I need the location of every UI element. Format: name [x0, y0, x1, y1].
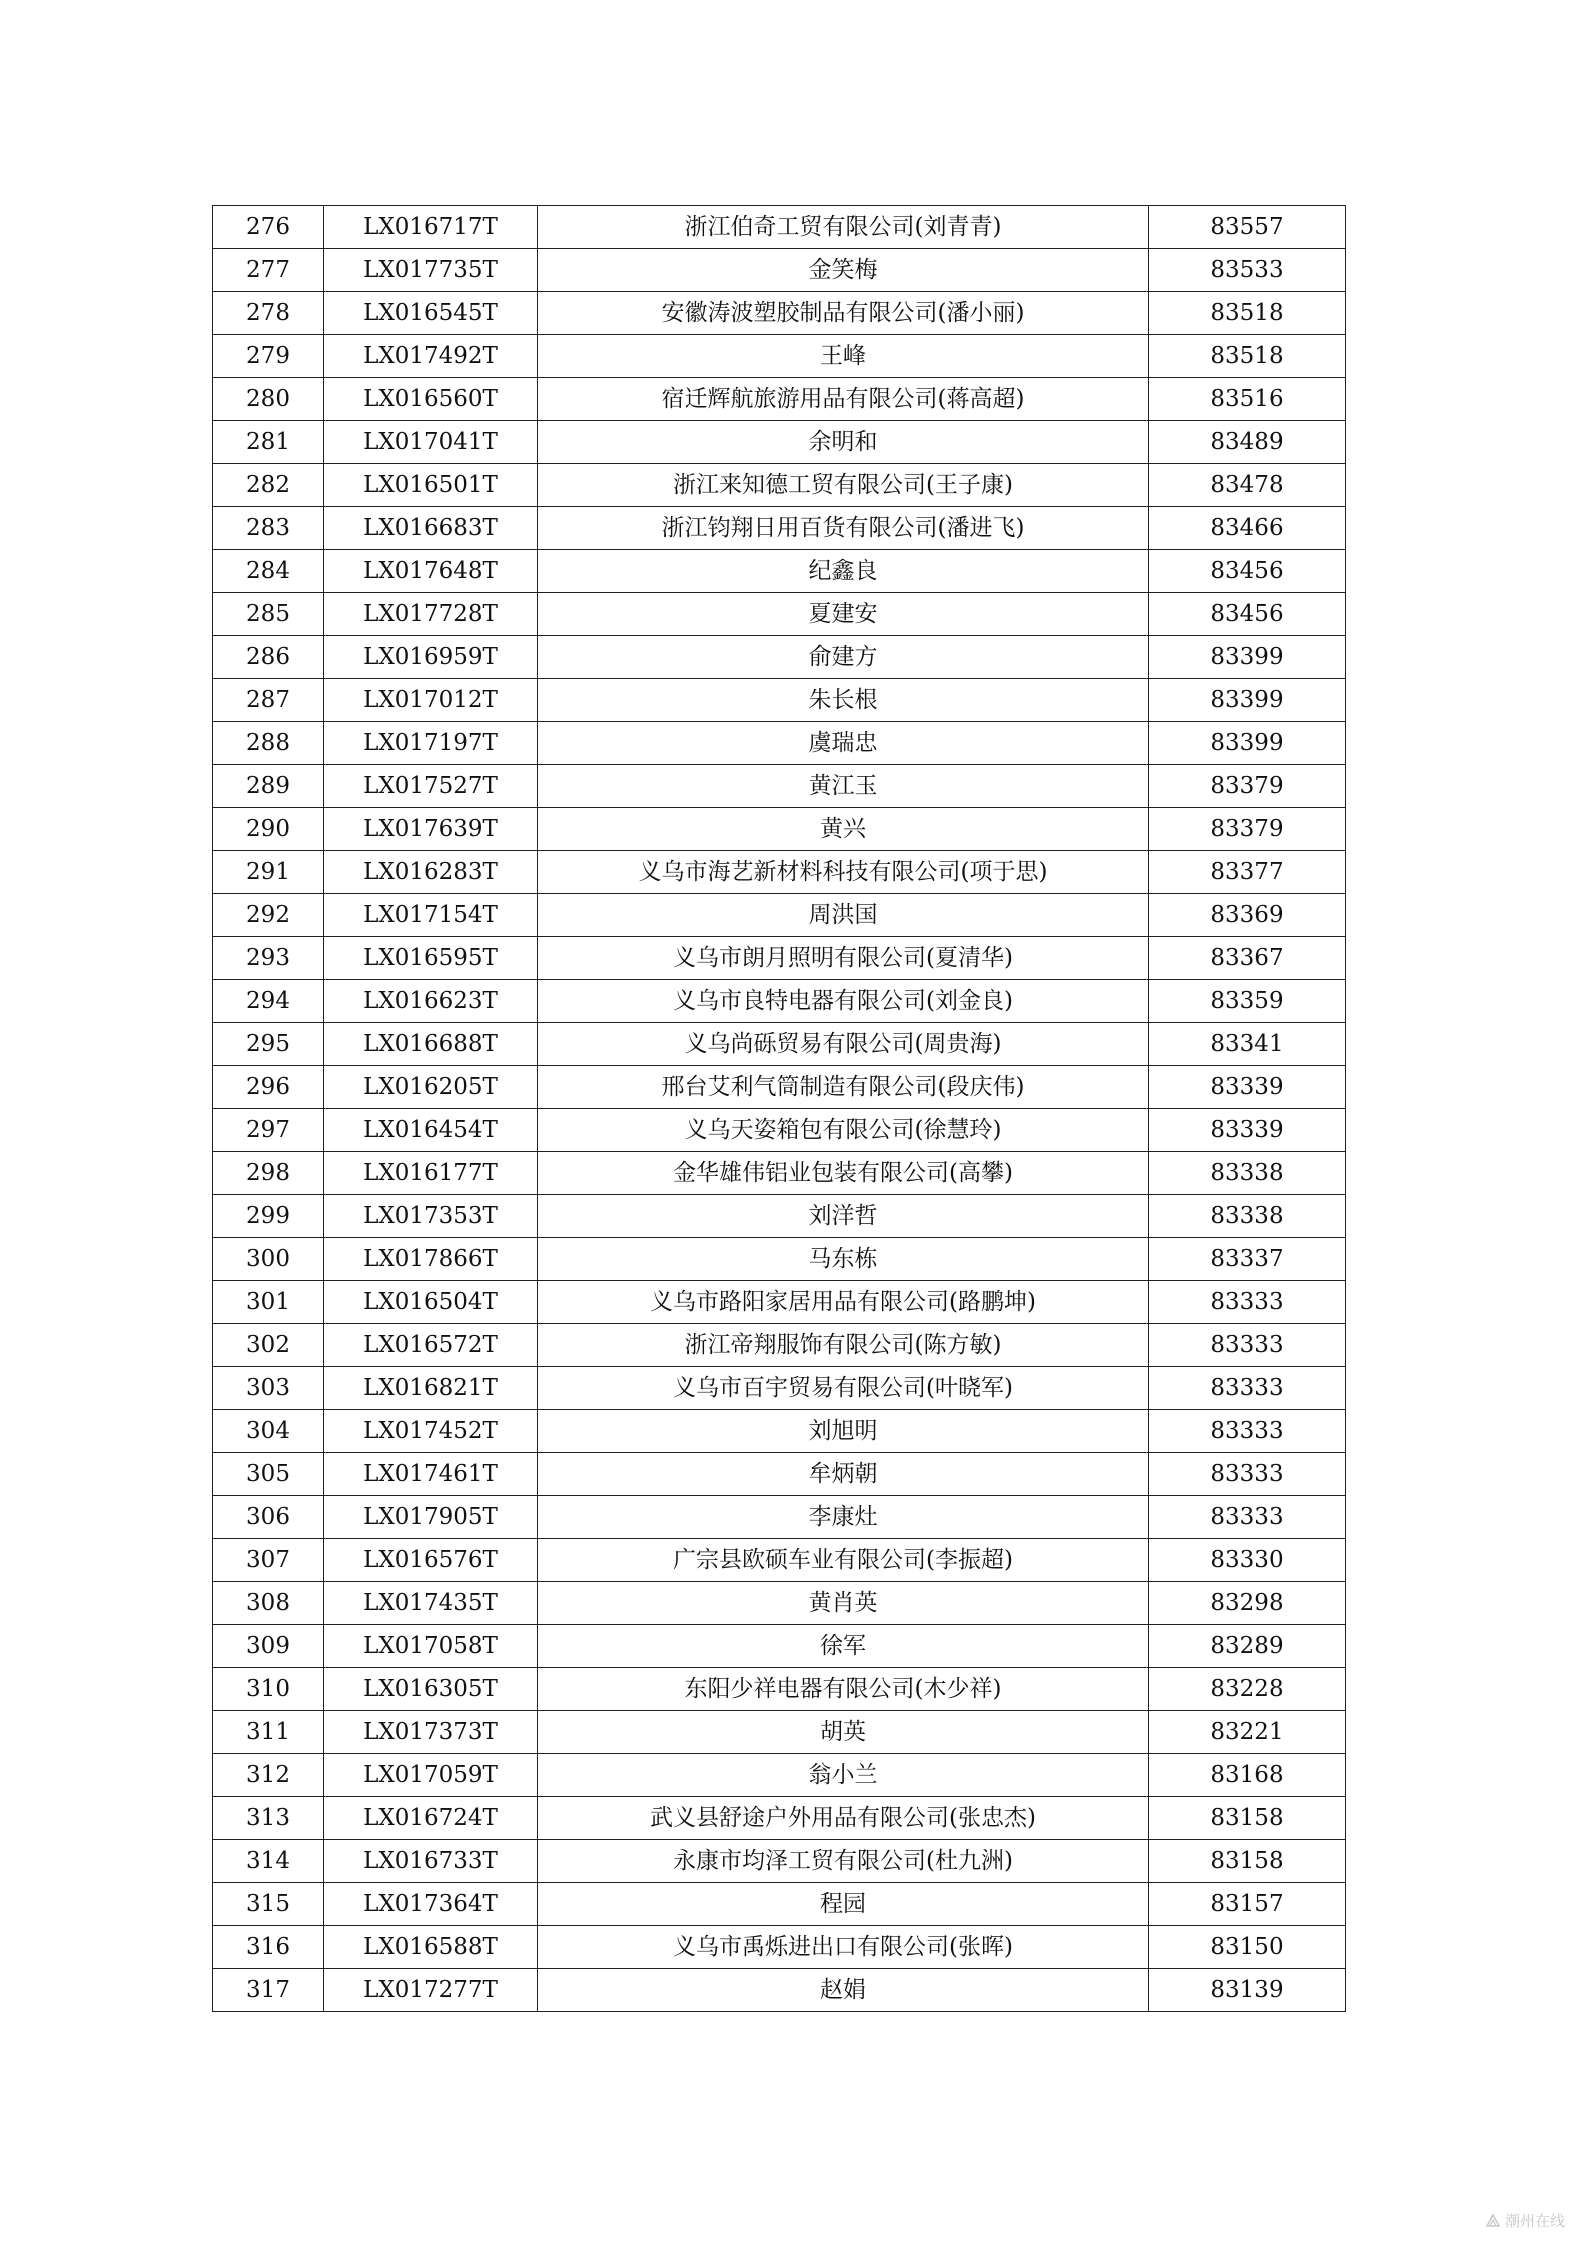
table-row [213, 1797, 1346, 1840]
code-cell: LX016504T [324, 1281, 538, 1324]
table-row [213, 378, 1346, 421]
table-row [213, 765, 1346, 808]
table-row [213, 206, 1346, 249]
code-cell: LX017905T [324, 1496, 538, 1539]
code-cell: LX016733T [324, 1840, 538, 1883]
score-cell: 83333 [1149, 1496, 1346, 1539]
table-row [213, 1066, 1346, 1109]
name-cell: 浙江来知德工贸有限公司(王子康) [538, 464, 1149, 507]
table-row [213, 722, 1346, 765]
name-cell: 永康市均泽工贸有限公司(杜九洲) [538, 1840, 1149, 1883]
score-cell: 83516 [1149, 378, 1346, 421]
name-cell: 夏建安 [538, 593, 1149, 636]
table-row [213, 1625, 1346, 1668]
name-cell: 虞瑞忠 [538, 722, 1149, 765]
table-row [213, 593, 1346, 636]
name-cell: 安徽涛波塑胶制品有限公司(潘小丽) [538, 292, 1149, 335]
name-cell: 武义县舒途户外用品有限公司(张忠杰) [538, 1797, 1149, 1840]
score-cell: 83338 [1149, 1195, 1346, 1238]
score-cell: 83168 [1149, 1754, 1346, 1797]
rank-cell: 290 [213, 808, 324, 851]
rank-cell: 278 [213, 292, 324, 335]
rank-cell: 300 [213, 1238, 324, 1281]
code-cell: LX016683T [324, 507, 538, 550]
name-cell: 胡英 [538, 1711, 1149, 1754]
score-cell: 83456 [1149, 593, 1346, 636]
score-cell: 83399 [1149, 722, 1346, 765]
name-cell: 周洪国 [538, 894, 1149, 937]
table-row [213, 808, 1346, 851]
name-cell: 义乌尚砾贸易有限公司(周贵海) [538, 1023, 1149, 1066]
name-cell: 马东栋 [538, 1238, 1149, 1281]
score-cell: 83341 [1149, 1023, 1346, 1066]
watermark-text: 潮州在线 [1504, 2212, 1565, 2230]
rank-cell: 302 [213, 1324, 324, 1367]
code-cell: LX017728T [324, 593, 538, 636]
code-cell: LX016688T [324, 1023, 538, 1066]
watermark-logo-icon [1485, 2213, 1501, 2229]
code-cell: LX017492T [324, 335, 538, 378]
table-row [213, 679, 1346, 722]
name-cell: 王峰 [538, 335, 1149, 378]
score-cell: 83333 [1149, 1324, 1346, 1367]
code-cell: LX017012T [324, 679, 538, 722]
ranking-table-body [213, 206, 1346, 2012]
table-row [213, 636, 1346, 679]
name-cell: 赵娟 [538, 1969, 1149, 2012]
rank-cell: 291 [213, 851, 324, 894]
name-cell: 余明和 [538, 421, 1149, 464]
name-cell: 浙江钧翔日用百货有限公司(潘进飞) [538, 507, 1149, 550]
table-row [213, 1195, 1346, 1238]
name-cell: 朱长根 [538, 679, 1149, 722]
rank-cell: 292 [213, 894, 324, 937]
table-row [213, 1668, 1346, 1711]
score-cell: 83333 [1149, 1367, 1346, 1410]
score-cell: 83339 [1149, 1109, 1346, 1152]
table-row [213, 937, 1346, 980]
table-row [213, 851, 1346, 894]
rank-cell: 282 [213, 464, 324, 507]
score-cell: 83221 [1149, 1711, 1346, 1754]
name-cell: 浙江帝翔服饰有限公司(陈方敏) [538, 1324, 1149, 1367]
name-cell: 义乌市良特电器有限公司(刘金良) [538, 980, 1149, 1023]
rank-cell: 289 [213, 765, 324, 808]
table-row [213, 507, 1346, 550]
table-row [213, 1023, 1346, 1066]
name-cell: 黄兴 [538, 808, 1149, 851]
rank-cell: 316 [213, 1926, 324, 1969]
code-cell: LX017435T [324, 1582, 538, 1625]
score-cell: 83367 [1149, 937, 1346, 980]
table-row [213, 1582, 1346, 1625]
name-cell: 刘旭明 [538, 1410, 1149, 1453]
rank-cell: 313 [213, 1797, 324, 1840]
name-cell: 刘洋哲 [538, 1195, 1149, 1238]
name-cell: 俞建方 [538, 636, 1149, 679]
name-cell: 程园 [538, 1883, 1149, 1926]
table-row [213, 1238, 1346, 1281]
name-cell: 纪鑫良 [538, 550, 1149, 593]
table-row [213, 1754, 1346, 1797]
code-cell: LX017735T [324, 249, 538, 292]
name-cell: 东阳少祥电器有限公司(木少祥) [538, 1668, 1149, 1711]
code-cell: LX017373T [324, 1711, 538, 1754]
code-cell: LX016576T [324, 1539, 538, 1582]
score-cell: 83478 [1149, 464, 1346, 507]
name-cell: 黄肖英 [538, 1582, 1149, 1625]
score-cell: 83533 [1149, 249, 1346, 292]
rank-cell: 284 [213, 550, 324, 593]
rank-cell: 276 [213, 206, 324, 249]
score-cell: 83399 [1149, 636, 1346, 679]
rank-cell: 294 [213, 980, 324, 1023]
name-cell: 牟炳朝 [538, 1453, 1149, 1496]
table-row [213, 1840, 1346, 1883]
table-row [213, 1324, 1346, 1367]
table-row [213, 894, 1346, 937]
code-cell: LX017059T [324, 1754, 538, 1797]
score-cell: 83518 [1149, 335, 1346, 378]
score-cell: 83150 [1149, 1926, 1346, 1969]
score-cell: 83369 [1149, 894, 1346, 937]
table-row [213, 980, 1346, 1023]
score-cell: 83298 [1149, 1582, 1346, 1625]
table-row [213, 1109, 1346, 1152]
rank-cell: 309 [213, 1625, 324, 1668]
name-cell: 邢台艾利气筒制造有限公司(段庆伟) [538, 1066, 1149, 1109]
table-row [213, 464, 1346, 507]
rank-cell: 311 [213, 1711, 324, 1754]
code-cell: LX016283T [324, 851, 538, 894]
code-cell: LX016545T [324, 292, 538, 335]
code-cell: LX016205T [324, 1066, 538, 1109]
score-cell: 83489 [1149, 421, 1346, 464]
name-cell: 宿迁辉航旅游用品有限公司(蒋高超) [538, 378, 1149, 421]
rank-cell: 280 [213, 378, 324, 421]
rank-cell: 287 [213, 679, 324, 722]
name-cell: 义乌天姿箱包有限公司(徐慧玲) [538, 1109, 1149, 1152]
code-cell: LX017527T [324, 765, 538, 808]
score-cell: 83338 [1149, 1152, 1346, 1195]
name-cell: 李康灶 [538, 1496, 1149, 1539]
table-row [213, 1152, 1346, 1195]
rank-cell: 303 [213, 1367, 324, 1410]
rank-cell: 279 [213, 335, 324, 378]
code-cell: LX016177T [324, 1152, 538, 1195]
code-cell: LX017461T [324, 1453, 538, 1496]
code-cell: LX016959T [324, 636, 538, 679]
code-cell: LX017197T [324, 722, 538, 765]
rank-cell: 317 [213, 1969, 324, 2012]
name-cell: 义乌市路阳家居用品有限公司(路鹏坤) [538, 1281, 1149, 1324]
name-cell: 义乌市朗月照明有限公司(夏清华) [538, 937, 1149, 980]
score-cell: 83339 [1149, 1066, 1346, 1109]
table-row [213, 421, 1346, 464]
score-cell: 83158 [1149, 1840, 1346, 1883]
name-cell: 义乌市海艺新材料科技有限公司(项于思) [538, 851, 1149, 894]
code-cell: LX017353T [324, 1195, 538, 1238]
score-cell: 83379 [1149, 765, 1346, 808]
score-cell: 83330 [1149, 1539, 1346, 1582]
watermark [1485, 2210, 1565, 2231]
table-row [213, 1969, 1346, 2012]
rank-cell: 283 [213, 507, 324, 550]
name-cell: 义乌市禹烁进出口有限公司(张晖) [538, 1926, 1149, 1969]
code-cell: LX016717T [324, 206, 538, 249]
name-cell: 翁小兰 [538, 1754, 1149, 1797]
code-cell: LX016560T [324, 378, 538, 421]
code-cell: LX016595T [324, 937, 538, 980]
code-cell: LX016588T [324, 1926, 538, 1969]
table-row [213, 1453, 1346, 1496]
score-cell: 83333 [1149, 1410, 1346, 1453]
table-row [213, 550, 1346, 593]
code-cell: LX016572T [324, 1324, 538, 1367]
code-cell: LX017866T [324, 1238, 538, 1281]
rank-cell: 308 [213, 1582, 324, 1625]
rank-cell: 285 [213, 593, 324, 636]
rank-cell: 306 [213, 1496, 324, 1539]
score-cell: 83139 [1149, 1969, 1346, 2012]
rank-cell: 307 [213, 1539, 324, 1582]
score-cell: 83456 [1149, 550, 1346, 593]
code-cell: LX016821T [324, 1367, 538, 1410]
code-cell: LX017277T [324, 1969, 538, 2012]
code-cell: LX017154T [324, 894, 538, 937]
code-cell: LX017058T [324, 1625, 538, 1668]
score-cell: 83359 [1149, 980, 1346, 1023]
rank-cell: 298 [213, 1152, 324, 1195]
table-row [213, 335, 1346, 378]
score-cell: 83228 [1149, 1668, 1346, 1711]
rank-cell: 312 [213, 1754, 324, 1797]
name-cell: 浙江伯奇工贸有限公司(刘青青) [538, 206, 1149, 249]
score-cell: 83399 [1149, 679, 1346, 722]
ranking-table [212, 205, 1346, 2012]
table-row [213, 1410, 1346, 1453]
table-row [213, 1711, 1346, 1754]
score-cell: 83466 [1149, 507, 1346, 550]
code-cell: LX017364T [324, 1883, 538, 1926]
name-cell: 徐军 [538, 1625, 1149, 1668]
score-cell: 83518 [1149, 292, 1346, 335]
score-cell: 83337 [1149, 1238, 1346, 1281]
rank-cell: 297 [213, 1109, 324, 1152]
score-cell: 83333 [1149, 1453, 1346, 1496]
table-row [213, 1926, 1346, 1969]
score-cell: 83333 [1149, 1281, 1346, 1324]
score-cell: 83377 [1149, 851, 1346, 894]
rank-cell: 281 [213, 421, 324, 464]
rank-cell: 286 [213, 636, 324, 679]
name-cell: 金笑梅 [538, 249, 1149, 292]
name-cell: 金华雄伟铝业包装有限公司(高攀) [538, 1152, 1149, 1195]
score-cell: 83289 [1149, 1625, 1346, 1668]
rank-cell: 293 [213, 937, 324, 980]
table-row [213, 1367, 1346, 1410]
rank-cell: 296 [213, 1066, 324, 1109]
code-cell: LX016501T [324, 464, 538, 507]
rank-cell: 314 [213, 1840, 324, 1883]
rank-cell: 288 [213, 722, 324, 765]
code-cell: LX016724T [324, 1797, 538, 1840]
score-cell: 83557 [1149, 206, 1346, 249]
code-cell: LX017041T [324, 421, 538, 464]
rank-cell: 299 [213, 1195, 324, 1238]
rank-cell: 305 [213, 1453, 324, 1496]
name-cell: 黄江玉 [538, 765, 1149, 808]
code-cell: LX016305T [324, 1668, 538, 1711]
score-cell: 83379 [1149, 808, 1346, 851]
code-cell: LX016454T [324, 1109, 538, 1152]
score-cell: 83157 [1149, 1883, 1346, 1926]
table-row [213, 292, 1346, 335]
code-cell: LX017648T [324, 550, 538, 593]
rank-cell: 310 [213, 1668, 324, 1711]
code-cell: LX016623T [324, 980, 538, 1023]
rank-cell: 301 [213, 1281, 324, 1324]
code-cell: LX017452T [324, 1410, 538, 1453]
name-cell: 义乌市百宇贸易有限公司(叶晓军) [538, 1367, 1149, 1410]
rank-cell: 315 [213, 1883, 324, 1926]
table-row [213, 1281, 1346, 1324]
table-row [213, 1496, 1346, 1539]
table-row [213, 1539, 1346, 1582]
name-cell: 广宗县欧硕车业有限公司(李振超) [538, 1539, 1149, 1582]
rank-cell: 304 [213, 1410, 324, 1453]
table-row [213, 1883, 1346, 1926]
rank-cell: 295 [213, 1023, 324, 1066]
score-cell: 83158 [1149, 1797, 1346, 1840]
table-row [213, 249, 1346, 292]
rank-cell: 277 [213, 249, 324, 292]
code-cell: LX017639T [324, 808, 538, 851]
